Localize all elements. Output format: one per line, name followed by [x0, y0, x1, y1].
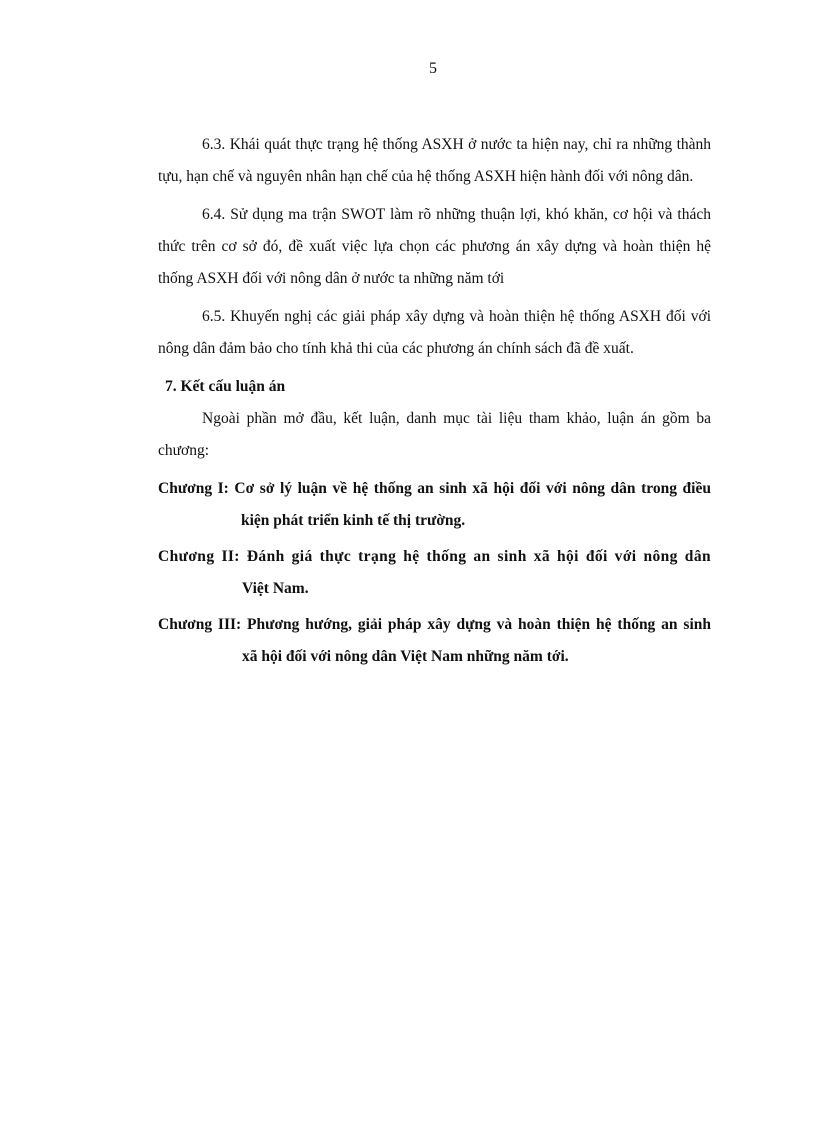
chapter-3: [158, 609, 711, 673]
page-number: 5: [429, 60, 437, 77]
chapter-3-line-1: Chương III: Phương hướng, giải pháp xây dựng và hoàn thiện hệ thống an sinh: [158, 616, 711, 633]
objective-6-3: 6.3. Khái quát thực trạng hệ thống ASXH ở nước ta hiện nay, chỉ ra những thành tựu, hạn chế và nguyên nhân hạn chế của hệ thống ASXH hiện hành đối với nông dân.: [158, 136, 711, 185]
chapter-1: [158, 473, 711, 537]
chapter-2-line-2: Việt Nam.: [242, 580, 309, 597]
objective-6-4: 6.4. Sử dụng ma trận SWOT làm rõ những thuận lợi, khó khăn, cơ hội và thách thức trên cơ sở đó, đề xuất việc lựa chọn các phương án xây dựng và hoàn thiện hệ thống ASXH đối với nông dân ở nước ta những năm tới: [158, 206, 711, 287]
chapter-2-line-1: Chương II: Đánh giá thực trạng hệ thống an sinh xã hội đối với nông dân: [158, 548, 711, 565]
chapter-3-line-2: xã hội đối với nông dân Việt Nam những năm tới.: [242, 648, 569, 665]
chapter-1-line-2: kiện phát triển kinh tế thị trường.: [241, 512, 466, 529]
chapter-2: [158, 541, 711, 605]
document-body: [158, 129, 711, 677]
chapter-1-line-1: Chương I: Cơ sở lý luận về hệ thống an sinh xã hội đối với nông dân trong điều: [158, 480, 711, 497]
objective-6-5: 6.5. Khuyến nghị các giải pháp xây dựng và hoàn thiện hệ thống ASXH đối với nông dân đảm bảo cho tính khả thi của các phương án chính sách đã đề xuất.: [158, 308, 711, 357]
section-7-heading: 7. Kết cấu luận án: [165, 378, 286, 395]
section-7-intro: Ngoài phần mở đầu, kết luận, danh mục tài liệu tham khảo, luận án gồm ba chương:: [158, 410, 711, 459]
